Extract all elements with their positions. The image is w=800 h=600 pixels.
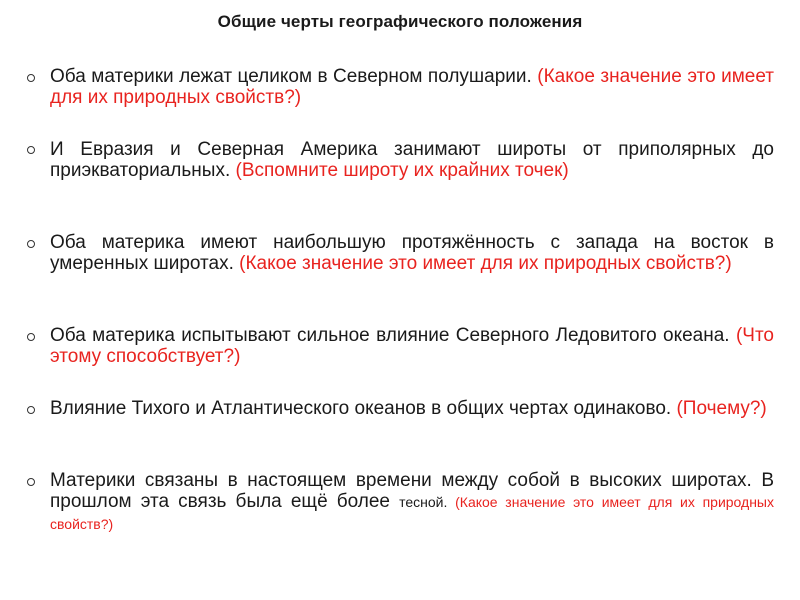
item-question: (Что этому способствует?)	[50, 325, 774, 367]
item-text-small: тесной.	[399, 494, 456, 510]
item-question: (Какое значение это имеет для их природных свойств?)	[50, 66, 774, 108]
item-question: (Какое значение это имеет для их природных свойств?)	[239, 253, 732, 274]
item-question: (Какое значение это имеет для их природных свойств?)	[50, 494, 774, 532]
list-item	[50, 325, 774, 367]
item-text: Оба материки лежат целиком в Северном полушарии.	[50, 66, 538, 87]
item-text: Оба материка имеют наибольшую протяжённость с запада на восток в умеренных широтах.	[50, 232, 774, 274]
item-text: Оба материка испытывают сильное влияние Северного Ледовитого океана.	[50, 325, 736, 346]
list-item	[50, 232, 774, 274]
bullet-circle-icon	[27, 74, 35, 82]
list-item	[50, 66, 774, 108]
list-item	[50, 139, 774, 181]
slide-title: Общие черты географического положения	[217, 12, 583, 31]
list-item	[50, 470, 774, 535]
item-question: (Вспомните широту их крайних точек)	[235, 160, 569, 181]
bullet-circle-icon	[27, 146, 35, 154]
bullet-circle-icon	[27, 240, 35, 248]
bullet-circle-icon	[27, 478, 35, 486]
list-item	[50, 398, 774, 419]
item-question: (Почему?)	[676, 398, 767, 419]
item-text: И Евразия и Северная Америка занимают широты от приполярных до приэкваториальных.	[50, 139, 774, 181]
item-text: Влияние Тихого и Атлантического океанов в общих чертах одинаково.	[50, 398, 677, 419]
bullet-circle-icon	[27, 406, 35, 414]
bullet-circle-icon	[27, 333, 35, 341]
item-text: Материки связаны в настоящем времени между собой в высоких широтах. В прошлом эта связь была ещё более	[50, 470, 774, 512]
